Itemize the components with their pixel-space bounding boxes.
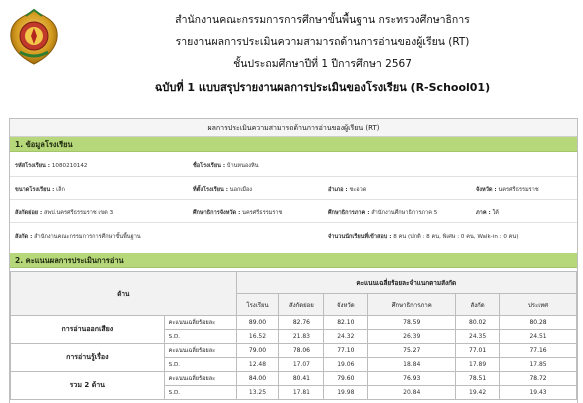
divider: [10, 222, 577, 223]
sd-cell: 19.06: [324, 358, 368, 372]
score-cell: 80.02: [456, 316, 500, 330]
metric-label: คะแนนเฉลี่ยร้อยละ: [164, 344, 236, 358]
sd-cell: 24.35: [456, 330, 500, 344]
col-header-region-office: ศึกษาธิการภาค: [368, 294, 456, 316]
score-cell: 89.00: [236, 316, 279, 330]
sd-cell: 24.32: [324, 330, 368, 344]
score-cell: 77.16: [500, 344, 577, 358]
sd-cell: 24.51: [500, 330, 577, 344]
score-cell: 75.27: [368, 344, 456, 358]
score-cell: 84.00: [236, 372, 279, 386]
district-value: ชะอวด: [349, 187, 367, 193]
province-value: นครศรีธรรมราช: [498, 187, 539, 193]
school-location-label: ที่ตั้งโรงเรียน :: [193, 187, 228, 193]
metric-label: S.D.: [164, 386, 236, 400]
affiliation-label: สังกัดย่อย :: [15, 210, 43, 216]
students-value: 8 คน (ปกติ : 8 คน, พิเศษ : 0 คน, Walk-in : 0 คน): [393, 234, 519, 240]
divider: [10, 176, 577, 177]
aspect-cell: การอ่านรู้เรื่อง: [11, 344, 165, 372]
regional-education-label: ศึกษาธิการภาค :: [328, 210, 370, 216]
reading-scores-table: [10, 271, 577, 400]
school-name-label: ชื่อโรงเรียน :: [193, 163, 226, 169]
table-row: [11, 316, 577, 330]
students-field: [328, 233, 518, 241]
section-school-info-title: 1. ข้อมูลโรงเรียน: [10, 137, 577, 152]
metric-label: S.D.: [164, 358, 236, 372]
group-header: คะแนนเฉลี่ยร้อยละจำแนกตามสังกัด: [236, 272, 576, 294]
col-header-affiliation: สังกัด: [456, 294, 500, 316]
score-cell: 78.51: [456, 372, 500, 386]
report-panel: [9, 118, 578, 403]
header-line-4: ฉบับที่ 1 แบบสรุปรายงานผลการประเมินของโรงเรียน (R-School01): [154, 81, 491, 95]
region-label: ภาค :: [476, 210, 491, 216]
aspect-cell: การอ่านออกเสียง: [11, 316, 165, 344]
sd-cell: 16.52: [236, 330, 279, 344]
school-size-label: ขนาดโรงเรียน :: [15, 187, 55, 193]
sd-cell: 19.42: [456, 386, 500, 400]
school-location-value: นอกเมือง: [229, 187, 253, 193]
province-label: จังหวัด :: [476, 187, 497, 193]
region-value: ใต้: [492, 210, 499, 216]
score-cell: 79.60: [324, 372, 368, 386]
report-header: [0, 0, 583, 116]
score-cell: 79.00: [236, 344, 279, 358]
sd-cell: 17.89: [456, 358, 500, 372]
obec-emblem-icon: [8, 8, 60, 66]
district-field: [328, 186, 366, 194]
score-cell: 82.10: [324, 316, 368, 330]
sd-cell: 19.43: [500, 386, 577, 400]
aspect-cell: รวม 2 ด้าน: [11, 372, 165, 400]
regional-education-field: [328, 209, 437, 217]
table-row: [11, 344, 577, 358]
score-cell: 77.01: [456, 344, 500, 358]
affiliation-field: [15, 209, 113, 217]
sd-cell: 21.83: [279, 330, 324, 344]
score-cell: 77.10: [324, 344, 368, 358]
score-cell: 82.76: [279, 316, 324, 330]
sd-cell: 17.85: [500, 358, 577, 372]
region-field: [476, 209, 499, 217]
header-line-2: รายงานผลการประเมินความสามารถด้านการอ่านของผู้เรียน (RT): [175, 36, 470, 49]
sd-cell: 17.07: [279, 358, 324, 372]
divider: [10, 199, 577, 200]
sd-cell: 18.84: [368, 358, 456, 372]
header-line-1: สำนักงานคณะกรรมการการศึกษาขั้นพื้นฐาน กระทรวงศึกษาธิการ: [175, 14, 470, 26]
score-cell: 76.93: [368, 372, 456, 386]
header-line-3: ชั้นประถมศึกษาปีที่ 1 ปีการศึกษา 2567: [233, 58, 412, 71]
school-code-label: รหัสโรงเรียน :: [15, 163, 51, 169]
sd-cell: 17.81: [279, 386, 324, 400]
regional-education-value: สำนักงานศึกษาธิการภาค 5: [371, 210, 438, 216]
metric-label: S.D.: [164, 330, 236, 344]
score-cell: 80.41: [279, 372, 324, 386]
table-row: [11, 372, 577, 386]
school-code-value: 1080210142: [51, 163, 88, 169]
school-location-field: [193, 186, 252, 194]
col-header-country: ประเทศ: [500, 294, 577, 316]
metric-label: คะแนนเฉลี่ยร้อยละ: [164, 372, 236, 386]
col-header-province: จังหวัด: [324, 294, 368, 316]
school-size-value: เล็ก: [56, 187, 65, 193]
students-label: จำนวนนักเรียนที่เข้าสอบ :: [328, 234, 392, 240]
provincial-education-field: [193, 209, 282, 217]
provincial-education-value: นครศรีธรรมราช: [242, 210, 283, 216]
metric-label: คะแนนเฉลี่ยร้อยละ: [164, 316, 236, 330]
district-label: อำเภอ :: [328, 187, 348, 193]
organization-label: สังกัด :: [15, 234, 33, 240]
col-header-school: โรงเรียน: [236, 294, 279, 316]
school-size-field: [15, 186, 65, 194]
school-info: [10, 152, 577, 252]
section-reading-scores-title: 2. คะแนนผลการประเมินการอ่าน: [10, 253, 577, 268]
sd-cell: 13.25: [236, 386, 279, 400]
col-header-sub-affiliation: สังกัดย่อย: [279, 294, 324, 316]
sd-cell: 26.39: [368, 330, 456, 344]
school-name-field: [193, 162, 259, 170]
score-cell: 78.72: [500, 372, 577, 386]
province-field: [476, 186, 539, 194]
score-cell: 78.06: [279, 344, 324, 358]
affiliation-value: สพป.นครศรีธรรมราช เขต 3: [44, 210, 114, 216]
organization-field: [15, 233, 141, 241]
sd-cell: 20.84: [368, 386, 456, 400]
sd-cell: 12.48: [236, 358, 279, 372]
sd-cell: 19.98: [324, 386, 368, 400]
aspect-header: ด้าน: [11, 272, 237, 316]
score-cell: 80.28: [500, 316, 577, 330]
organization-value: สำนักงานคณะกรรมการการศึกษาขั้นพื้นฐาน: [34, 234, 141, 240]
provincial-education-label: ศึกษาธิการจังหวัด :: [193, 210, 241, 216]
school-code-field: [15, 162, 87, 170]
panel-title: ผลการประเมินความสามารถด้านการอ่านของผู้เรียน (RT): [10, 119, 577, 137]
score-cell: 78.59: [368, 316, 456, 330]
school-name-value: บ้านหนองหิน: [226, 163, 259, 169]
